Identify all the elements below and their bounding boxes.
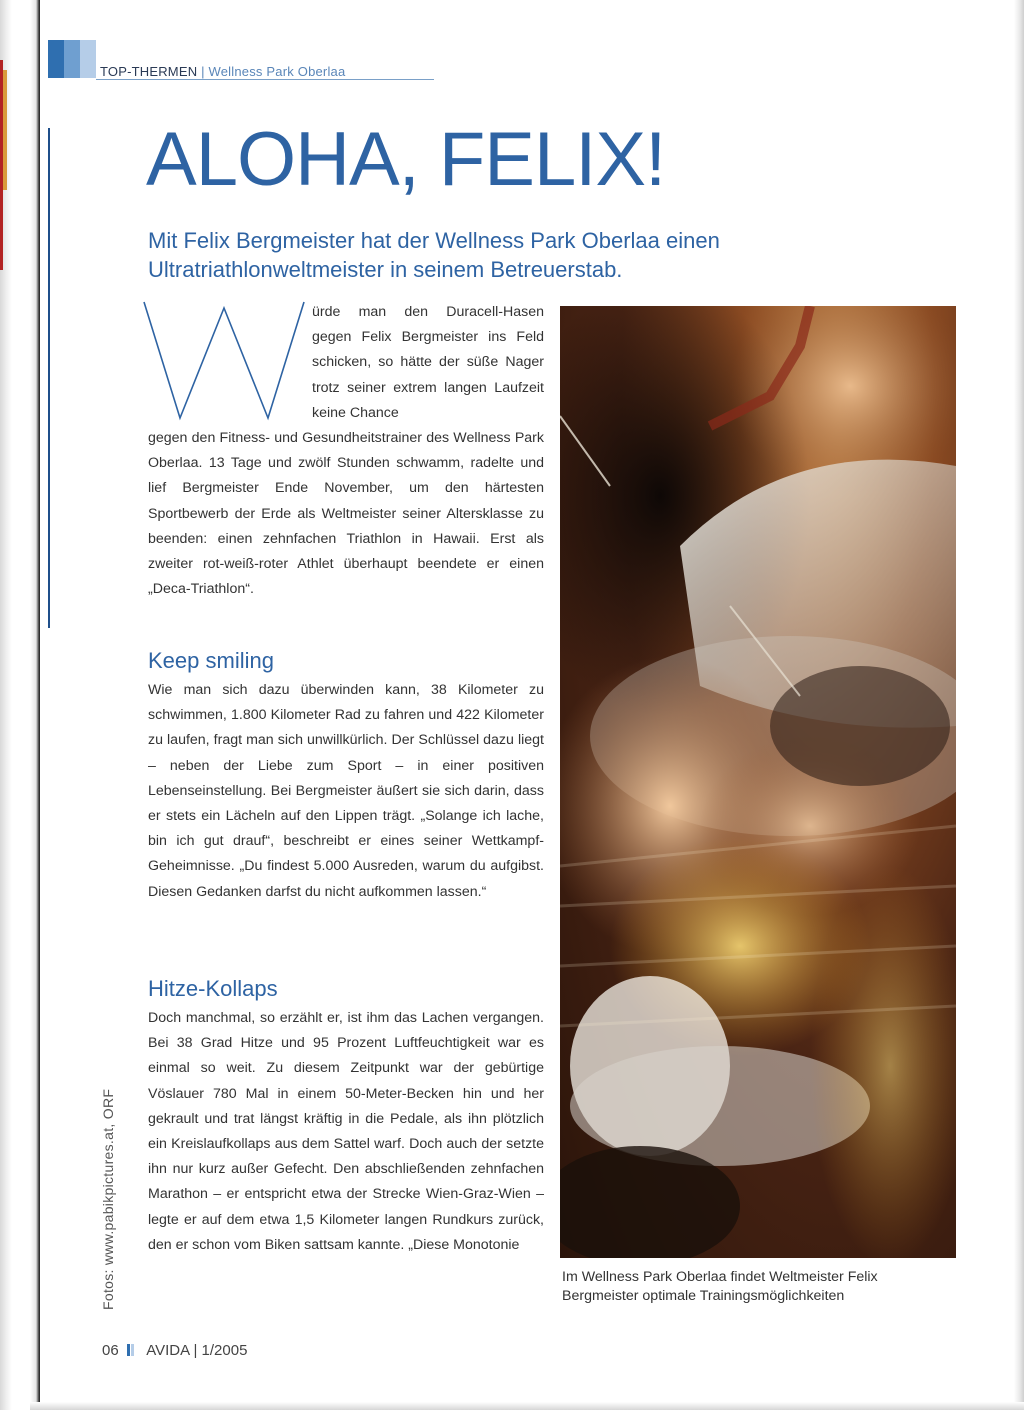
dropcap-w-glyph [140, 298, 310, 422]
section-heading-keep-smiling: Keep smiling [148, 648, 274, 673]
scan-edge-mark-amber [3, 70, 7, 190]
section-body-keep-smiling: Wie man sich dazu überwinden kann, 38 Kilometer zu schwimmen, 1.800 Kilometer Rad zu fahren und 422 Kilometer zu laufen, fragt man sich unwillkürlich. Der Schlüssel dazu liegt – neben der Liebe zum Sport – in einer positiven Lebenseinstellung. Bei Bergmeister äußert sie sich darin, dass er stets ein Lächeln auf den Lippen trägt. „Solange ich lache, bin ich gut drauf“, beschreibt er eines seiner Wettkampf-Geheimnisse. „Du findest 5.000 Ausreden, warum du aufgibst. Diesen Gedanken darfst du nicht aufkommen lassen.“ [148, 682, 544, 900]
photo-caption: Im Wellness Park Oberlaa findet Weltmeister Felix Bergmeister optimale Trainingsmöglichkeiten [562, 1269, 878, 1304]
section-name: TOP-THERMEN [100, 64, 198, 79]
article-subtitle: Mit Felix Bergmeister hat der Wellness Park Oberlaa einen Ultratriathlonweltmeister in seinem Betreuerstab. [148, 228, 720, 282]
article-photo [560, 306, 956, 1258]
header-rule [96, 79, 434, 80]
intro-paragraph: gegen den Fitness- und Gesundheitstrainer des Wellness Park Oberlaa. 13 Tage und zwölf Stunden schwamm, radelte und lief Bergmeister Ende November, um den härtesten Sportbewerb der Erde als Weltmeister seiner Altersklasse zu beenden: einen zehnfachen Triathlon in Hawaii. Erst als zweiter rot-weiß-roter Athlet überhaupt beendete er einen „Deca-Triathlon“. [148, 430, 544, 598]
scan-bottom-edge [30, 1402, 1024, 1410]
scan-right-edge [1014, 0, 1024, 1410]
magazine-name: AVIDA [146, 1342, 190, 1359]
article-title: ALOHA, FELIX! [146, 117, 666, 202]
section-separator: | [201, 64, 205, 79]
header-color-blocks [48, 40, 96, 78]
section-body-hitze-kollaps: Doch manchmal, so erzählt er, ist ihm das Lachen vergangen. Bei 38 Grad Hitze und 95 Prozent Luftfeuchtigkeit war es einmal so weit. Zu diesem Zeitpunkt war der gebürtige Vöslauer 780 Mal in einem 50-Meter-Becken hin und her gekrault und trat längst kräftig in die Pedale, als ihn plötzlich ein Kreislaufkollaps aus dem Sattel warf. Doch auch der setzte ihn nur kurz außer Gefecht. Den abschließenden zehnfachen Marathon – er entspricht etwa der Strecke Wien-Graz-Wien – legte er auf dem etwa 1,5 Kilometer langen Rundkurs zurück, den er schon vom Biken sattsam kannte. „Diese Monotonie [148, 1010, 544, 1253]
motion-blur-athlete-photo [560, 306, 956, 1258]
scan-left-edge [0, 0, 40, 1410]
section-heading-hitze-kollaps: Hitze-Kollaps [148, 976, 278, 1001]
photo-credit-text: Fotos: www.pabikpictures.at, ORF [100, 1088, 116, 1310]
footer-color-mark [127, 1343, 137, 1355]
page-number: 06 [102, 1342, 119, 1359]
dropcap [140, 298, 310, 422]
subsection-name: Wellness Park Oberlaa [208, 64, 346, 79]
section-header [100, 64, 345, 79]
footer-separator: | [193, 1342, 198, 1359]
title-accent-bar [48, 128, 50, 628]
issue-number: 1/2005 [201, 1342, 248, 1359]
intro-lead-paragraph: ürde man den Duracell-Hasen gegen Felix Bergmeister ins Feld schicken, so hätte der süße Nager trotz seiner extrem langen Laufzeit keine Chance [312, 304, 544, 421]
page-footer [102, 1342, 247, 1359]
